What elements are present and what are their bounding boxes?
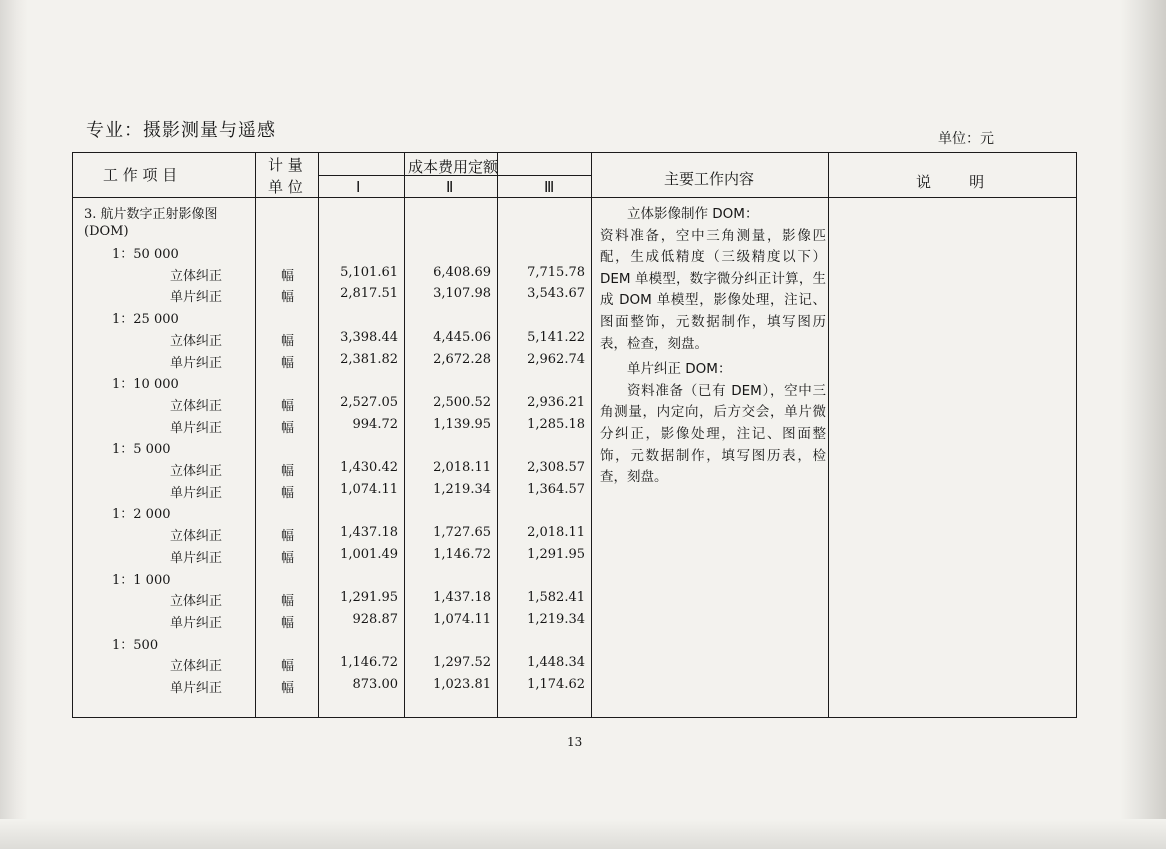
scale-label: 1：2 000 bbox=[112, 507, 171, 522]
row-label: 立体纠正 bbox=[170, 464, 223, 479]
cost-value-v2: 3,107.98 bbox=[433, 286, 491, 301]
cost-value-v2: 1,139.95 bbox=[433, 417, 491, 432]
row-label: 立体纠正 bbox=[170, 334, 223, 349]
cost-value-v3: 1,448.34 bbox=[527, 655, 585, 670]
grid-line bbox=[318, 152, 319, 718]
cost-value-v3: 2,308.57 bbox=[527, 460, 585, 475]
row-unit: 幅 bbox=[281, 399, 295, 414]
scale-label: 1：5 000 bbox=[112, 442, 171, 457]
row-label: 立体纠正 bbox=[170, 594, 223, 609]
row-label: 立体纠正 bbox=[170, 529, 223, 544]
cost-value-v3: 2,936.21 bbox=[527, 395, 585, 410]
row-unit: 幅 bbox=[281, 269, 295, 284]
cost-value-v2: 2,500.52 bbox=[433, 395, 491, 410]
row-label: 立体纠正 bbox=[170, 399, 223, 414]
cost-value-v3: 5,141.22 bbox=[527, 330, 585, 345]
row-unit: 幅 bbox=[281, 529, 295, 544]
row-label: 立体纠正 bbox=[170, 659, 223, 674]
row-unit: 幅 bbox=[281, 616, 295, 631]
cost-value-v2: 1,219.34 bbox=[433, 482, 491, 497]
row-unit: 幅 bbox=[281, 290, 295, 305]
cost-value-v3: 2,018.11 bbox=[527, 525, 585, 540]
cost-value-v1: 1,291.95 bbox=[340, 590, 398, 605]
scale-label: 1：50 000 bbox=[112, 247, 179, 262]
cost-value-v1: 873.00 bbox=[352, 677, 398, 692]
page-right-edge bbox=[1120, 0, 1166, 849]
cost-value-v2: 2,672.28 bbox=[433, 352, 491, 367]
cost-value-v1: 3,398.44 bbox=[340, 330, 398, 345]
cost-value-v3: 3,543.67 bbox=[527, 286, 585, 301]
header-grade-3: Ⅲ bbox=[544, 178, 555, 196]
cost-value-v1: 2,817.51 bbox=[340, 286, 398, 301]
header-work-item: 工 作 项 目 bbox=[103, 166, 178, 184]
grid-line bbox=[255, 152, 256, 718]
page-binding-shadow bbox=[0, 0, 28, 849]
grid-line bbox=[404, 152, 405, 718]
cost-value-v1: 2,527.05 bbox=[340, 395, 398, 410]
cost-value-v3: 1,285.18 bbox=[527, 417, 585, 432]
cost-value-v2: 1,074.11 bbox=[433, 612, 491, 627]
scale-label: 1：25 000 bbox=[112, 312, 179, 327]
row-label: 单片纠正 bbox=[170, 486, 223, 501]
cost-value-v2: 6,408.69 bbox=[433, 265, 491, 280]
row-unit: 幅 bbox=[281, 464, 295, 479]
section-title: 3. 航片数字正射影像图 bbox=[84, 207, 218, 222]
row-unit: 幅 bbox=[281, 421, 295, 436]
cost-value-v3: 1,291.95 bbox=[527, 547, 585, 562]
row-label: 单片纠正 bbox=[170, 290, 223, 305]
content-heading: 立体影像制作 DOM： bbox=[627, 206, 759, 222]
row-label: 单片纠正 bbox=[170, 551, 223, 566]
grid-line bbox=[497, 152, 498, 718]
row-label: 立体纠正 bbox=[170, 269, 223, 284]
cost-value-v3: 1,364.57 bbox=[527, 482, 585, 497]
scale-label: 1：1 000 bbox=[112, 573, 171, 588]
cost-value-v3: 1,219.34 bbox=[527, 612, 585, 627]
row-label: 单片纠正 bbox=[170, 681, 223, 696]
cost-value-v3: 7,715.78 bbox=[527, 265, 585, 280]
row-label: 单片纠正 bbox=[170, 421, 223, 436]
scale-label: 1：500 bbox=[112, 638, 159, 653]
cost-value-v1: 5,101.61 bbox=[340, 265, 398, 280]
cost-value-v1: 994.72 bbox=[352, 417, 398, 432]
cost-value-v1: 1,001.49 bbox=[340, 547, 398, 562]
row-label: 单片纠正 bbox=[170, 356, 223, 371]
cost-value-v2: 4,445.06 bbox=[433, 330, 491, 345]
row-unit: 幅 bbox=[281, 551, 295, 566]
cost-value-v1: 1,146.72 bbox=[340, 655, 398, 670]
header-grade-2: Ⅱ bbox=[446, 178, 454, 196]
row-unit: 幅 bbox=[281, 356, 295, 371]
content-heading: 单片纠正 DOM： bbox=[627, 361, 732, 378]
unit-label: 单位：元 bbox=[938, 131, 994, 147]
scale-label: 1：10 000 bbox=[112, 377, 179, 392]
cost-value-v2: 1,727.65 bbox=[433, 525, 491, 540]
content-paragraph: 资料准备（已有 DEM），空中三角测量，内定向，后方交会，单片微分纠正，影像处理，注记、图面整饰，元数据制作，填写图历表，检查，刻盘。 bbox=[600, 382, 826, 486]
cost-value-v1: 1,437.18 bbox=[340, 525, 398, 540]
cost-table-frame bbox=[72, 152, 1077, 718]
page-bottom-edge bbox=[0, 819, 1166, 849]
page-number: 13 bbox=[567, 735, 583, 749]
cost-value-v2: 1,437.18 bbox=[433, 590, 491, 605]
header-remarks: 说 明 bbox=[916, 173, 985, 191]
row-unit: 幅 bbox=[281, 486, 295, 501]
header-grade-1: Ⅰ bbox=[356, 178, 361, 196]
row-label: 单片纠正 bbox=[170, 616, 223, 631]
page-title: 专业：摄影测量与遥感 bbox=[86, 120, 276, 141]
cost-value-v2: 1,023.81 bbox=[433, 677, 491, 692]
header-unit-bottom: 单 位 bbox=[268, 178, 303, 196]
content-paragraph: 资料准备，空中三角测量，影像匹配，生成低精度（三级精度以下）DEM 单模型，数字微分纠正计算，生成 DOM 单模型，影像处理，注记、图面整饰，元数据制作，填写图历表，检查，刻盘。 bbox=[600, 227, 826, 352]
cost-value-v1: 1,074.11 bbox=[340, 482, 398, 497]
section-title-abbrev: (DOM) bbox=[84, 224, 129, 239]
row-unit: 幅 bbox=[281, 334, 295, 349]
cost-value-v1: 928.87 bbox=[352, 612, 398, 627]
cost-value-v1: 1,430.42 bbox=[340, 460, 398, 475]
row-unit: 幅 bbox=[281, 659, 295, 674]
cost-value-v3: 1,174.62 bbox=[527, 677, 585, 692]
cost-value-v2: 1,146.72 bbox=[433, 547, 491, 562]
header-main-content: 主要工作内容 bbox=[664, 170, 755, 188]
cost-value-v2: 2,018.11 bbox=[433, 460, 491, 475]
header-cost-quota: 成本费用定额 bbox=[408, 158, 499, 176]
cost-value-v2: 1,297.52 bbox=[433, 655, 491, 670]
row-unit: 幅 bbox=[281, 681, 295, 696]
cost-value-v3: 1,582.41 bbox=[527, 590, 585, 605]
grid-line bbox=[72, 197, 1077, 198]
row-unit: 幅 bbox=[281, 594, 295, 609]
header-unit-top: 计 量 bbox=[268, 156, 303, 174]
grid-line bbox=[591, 152, 592, 718]
cost-value-v1: 2,381.82 bbox=[340, 352, 398, 367]
grid-line bbox=[828, 152, 829, 718]
main-work-content bbox=[600, 204, 826, 489]
cost-value-v3: 2,962.74 bbox=[527, 352, 585, 367]
